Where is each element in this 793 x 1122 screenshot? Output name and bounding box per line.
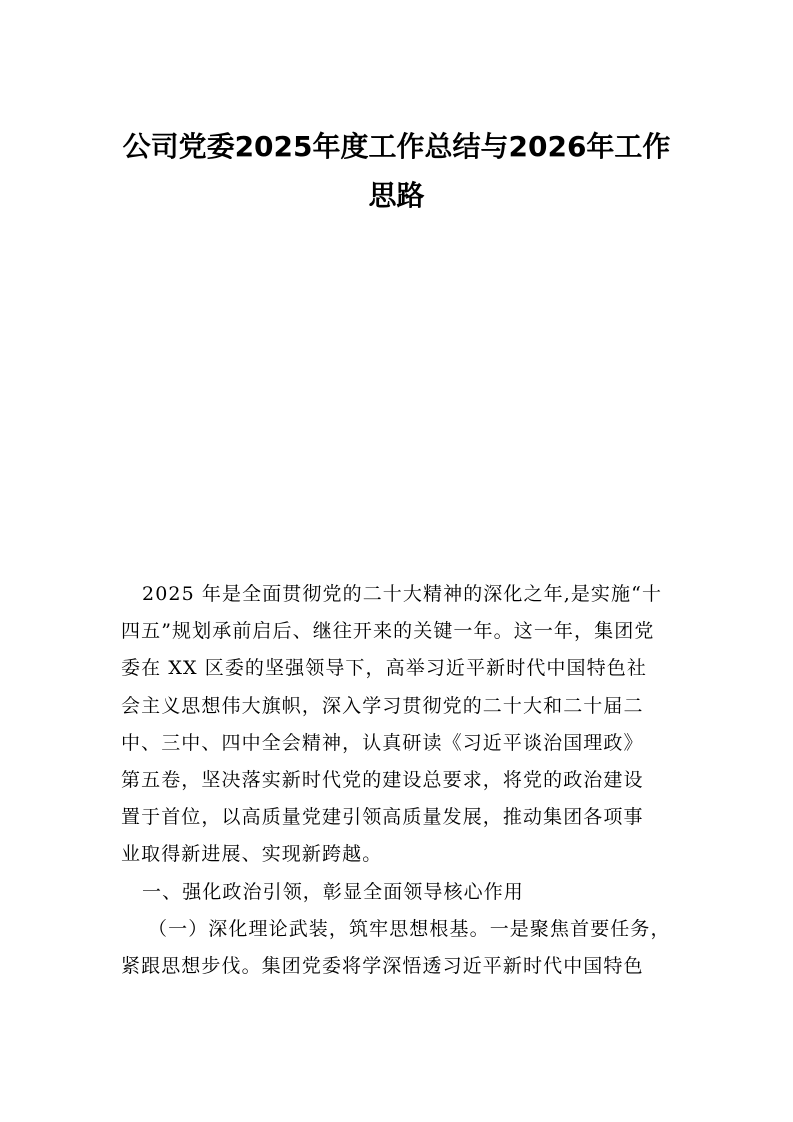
intro-paragraph-line: 会主义思想伟大旗帜，深入学习贯彻党的二十大和二十届二 — [121, 694, 644, 717]
title-line-2: 思路 — [368, 179, 425, 212]
intro-paragraph-line: 业取得新进展、实现新跨越。 — [121, 843, 383, 866]
intro-paragraph-line: 2025 年是全面贯彻党的二十大精神的深化之年,是实施“十 — [142, 583, 663, 605]
document-body — [121, 576, 673, 985]
intro-paragraph-line: 委在 XX 区委的坚强领导下，高举习近平新时代中国特色社 — [121, 657, 647, 680]
subsection-line: 紧跟思想步伐。集团党委将学深悟透习近平新时代中国特色 — [121, 954, 644, 977]
title-line-1: 公司党委2025年度工作总结与2026年工作 — [122, 130, 671, 163]
subsection-line: （一）深化理论武装，筑牢思想根基。一是聚焦首要任务， — [148, 917, 671, 940]
document-title — [100, 122, 693, 220]
intro-paragraph-line: 中、三中、四中全会精神，认真研读《习近平谈治国理政》 — [121, 731, 644, 754]
intro-paragraph-line: 四五”规划承前启后、继往开来的关键一年。这一年，集团党 — [121, 620, 655, 643]
section-heading: 一、强化政治引领，彰显全面领导核心作用 — [142, 880, 524, 903]
intro-paragraph-line: 第五卷，坚决落实新时代党的建设总要求，将党的政治建设 — [121, 768, 644, 791]
intro-paragraph-line: 置于首位，以高质量党建引领高质量发展，推动集团各项事 — [121, 806, 644, 829]
